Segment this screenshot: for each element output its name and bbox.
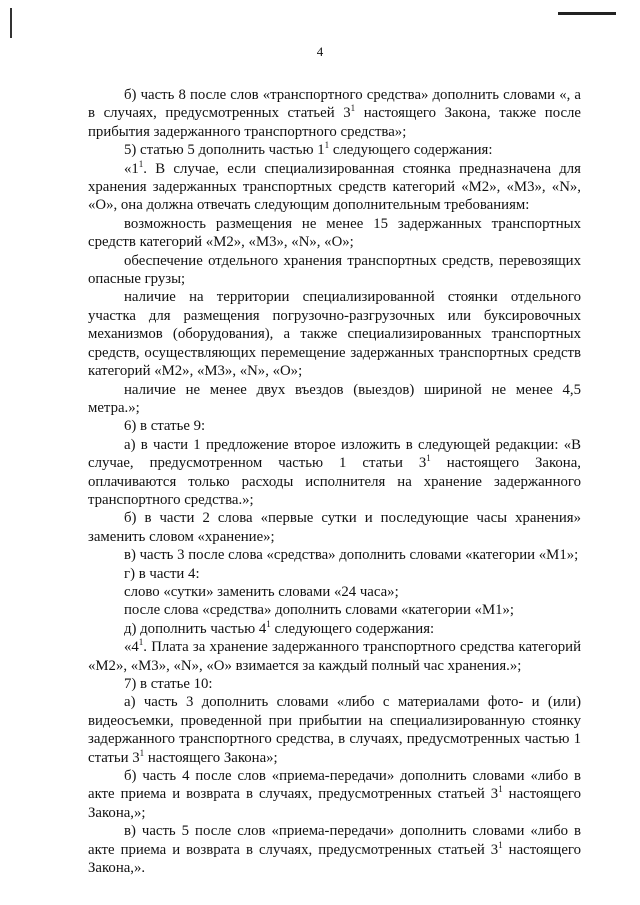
paragraph: в) часть 3 после слова «средства» дополнить словами «категории «М1»; bbox=[124, 547, 579, 564]
scan-corner-mark bbox=[558, 12, 616, 15]
superscript: 1 bbox=[324, 140, 330, 151]
paragraph: в) часть 5 после слов «приема-передачи» дополнить словами «либо в акте приема и возврата в случаях, предусмотренных статьей $3^1$ настоящего Закона,». bbox=[88, 823, 581, 877]
page-number: 4 bbox=[316, 44, 324, 59]
paragraph: 5) статью 5 дополнить частью $1^1$ следующего содержания: bbox=[124, 140, 493, 159]
superscript: 1 bbox=[138, 637, 144, 648]
paragraph: 7) в статье 10: bbox=[124, 676, 213, 692]
paragraph: слово «сутки» заменить словами «24 часа»; bbox=[124, 583, 399, 600]
scan-edge-mark bbox=[10, 8, 12, 38]
paragraph: б) в части 2 слова «первые сутки и последующие часы хранения» заменить словом «хранение»; bbox=[88, 510, 581, 545]
paragraph: д) дополнить частью $4^1$ следующего содержания: bbox=[124, 618, 435, 637]
superscript: 1 bbox=[426, 453, 431, 464]
paragraph: а) часть 3 дополнить словами «либо с материалами фото- и (или) видеосъемки, проведенной при прибытии на специализированную стоянку задержанного транспортного средства, в случаях, предусмотренных частью 1 статьи $3^1$ настоящего Закона»; bbox=[88, 694, 581, 766]
paragraph: возможность размещения не менее 15 задержанных транспортных средств категорий «М2», «М3», «N», «О»; bbox=[88, 215, 581, 251]
paragraph: после слова «средства» дополнить словами «категории «М1»; bbox=[124, 602, 515, 619]
paragraph: обеспечение отдельного хранения транспортных средств, перевозящих опасные грузы; bbox=[88, 252, 581, 288]
superscript: 1 bbox=[498, 784, 503, 795]
superscript: 1 bbox=[138, 158, 144, 169]
superscript: 1 bbox=[266, 618, 271, 629]
paragraph: «$4^1$. Плата за хранение задержанного транспортного средства категорий «М2», «М3», «N», «О» взимается за каждый полный час хранения.»; bbox=[88, 637, 581, 674]
paragraph: наличие не менее двух въездов (выездов) шириной не менее 4,5 метра.»; bbox=[88, 381, 581, 416]
paragraph: «$1^1$. В случае, если специализированная стоянка предназначена для хранения задержанных транспортных средств категорий «М2», «М3», «N», «О», она должна отвечать следующим дополнительным требованиям: bbox=[88, 158, 581, 214]
paragraph: 6) в статье 9: bbox=[124, 418, 206, 435]
superscript: 1 bbox=[139, 747, 145, 758]
paragraph: а) в части 1 предложение второе изложить в следующей редакции: «В случае, предусмотренном частью 1 статьи $3^1$ настоящего Закона, оплачиваются только расходы исполнителя на хранение задержанного транспортного средства.»; bbox=[88, 436, 581, 508]
paragraph: наличие на территории специализированной стоянки отдельного участка для размещения погрузочно-разгрузочных или буксировочных механизмов (оборудования), а также специализированных транспортных средств, осуществляющих перемещение задержанных транспортных средств категорий «М2», «М3», «N», «О»; bbox=[88, 289, 581, 380]
paragraph: б) часть 4 после слов «приема-передачи» дополнить словами «либо в акте приема и возврата в случаях, предусмотренных статьей $3^1$ настоящего Закона,»; bbox=[88, 768, 581, 821]
paragraph: г) в части 4: bbox=[124, 565, 200, 582]
superscript: 1 bbox=[350, 103, 356, 114]
superscript: 1 bbox=[498, 839, 503, 850]
document-body bbox=[88, 86, 581, 877]
paragraph: б) часть 8 после слов «транспортного средства» дополнить словами «, а в случаях, предусмотренных статьей $3^1$ настоящего Закона, также после прибытия задержанного транспортного средства»; bbox=[88, 87, 581, 140]
